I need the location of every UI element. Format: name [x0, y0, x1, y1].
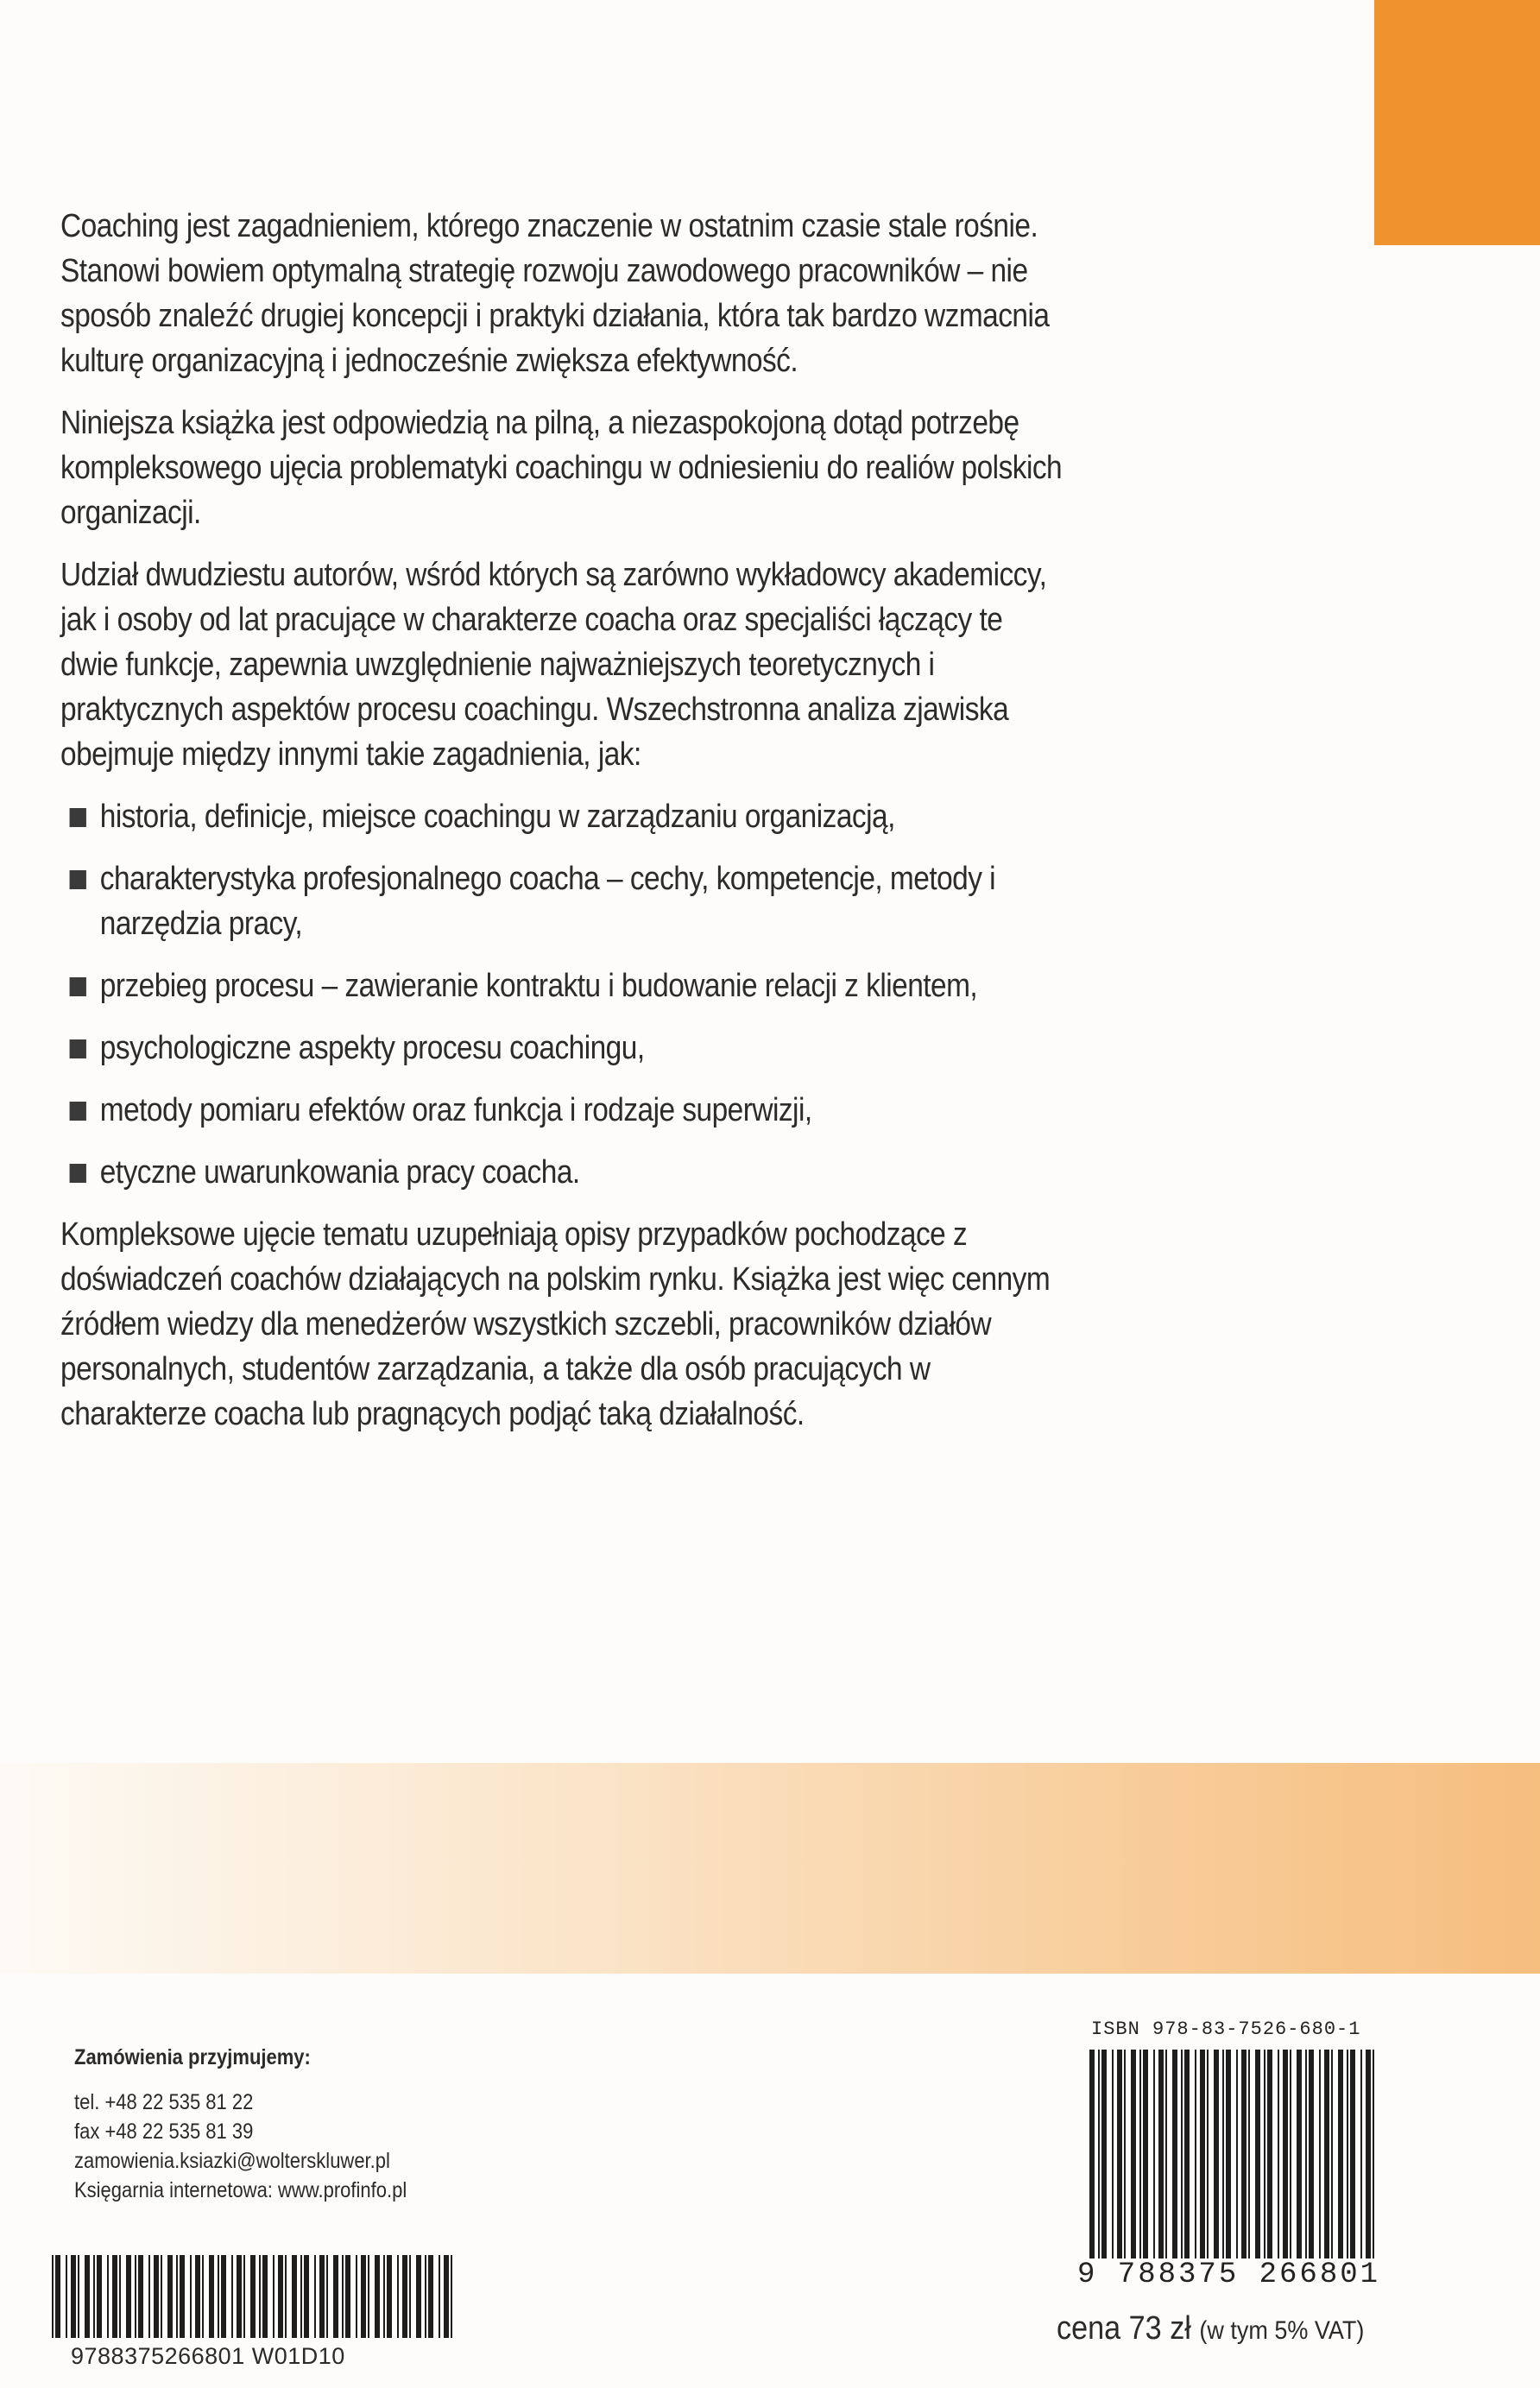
barcode-bar	[368, 2255, 369, 2338]
barcode-bar	[1319, 2050, 1321, 2276]
list-item-text: historia, definicje, miejsce coachingu w zarządzaniu organizacją,	[99, 799, 895, 835]
paragraph-response: Niniejsza książka jest odpowiedzią na pilną, a niezaspokojoną dotąd potrzebę kompleksowego ujęcia problematyki coachingu w odniesieniu do realiów polskich organizacji.	[60, 405, 1063, 531]
barcode-bar	[1283, 2050, 1288, 2276]
barcode-bar	[304, 2255, 309, 2338]
orange-accent-tab	[1374, 0, 1540, 245]
price-vat-note: (w tym 5% VAT)	[1199, 2316, 1365, 2345]
barcode-bar	[148, 2255, 150, 2338]
barcode-bar	[444, 2255, 449, 2338]
barcode-bar	[1366, 2050, 1371, 2276]
barcode-bar	[1207, 2050, 1209, 2276]
barcode-bar	[1338, 2050, 1343, 2276]
barcode-bar	[314, 2255, 316, 2338]
barcode-bar	[221, 2255, 226, 2338]
square-bullet-icon	[70, 1039, 86, 1058]
barcode-bar	[112, 2255, 117, 2338]
barcode-bar	[1101, 2050, 1107, 2276]
barcode-bar	[180, 2255, 185, 2338]
barcode-bar	[259, 2255, 261, 2338]
barcode-bar	[1153, 2050, 1155, 2276]
list-item-text: metody pomiaru efektów oraz funkcja i rodzaje superwizji,	[99, 1092, 812, 1128]
barcode-bar	[1214, 2050, 1219, 2276]
square-bullet-icon	[70, 1164, 86, 1183]
barcode-bar	[1195, 2050, 1196, 2276]
isbn-label: ISBN 978-83-7526-680-1	[1091, 2018, 1361, 2040]
internal-barcode	[52, 2255, 459, 2338]
orders-bookshop: Księgarnia internetowa: www.profinfo.pl	[74, 2178, 407, 2202]
barcode-bar	[1241, 2050, 1247, 2276]
barcode-bar	[119, 2255, 121, 2338]
barcode-bar	[202, 2255, 204, 2338]
barcode-bar	[1324, 2050, 1329, 2276]
barcode-bar	[85, 2255, 90, 2338]
barcode-bar	[319, 2255, 325, 2338]
list-item-text: psychologiczne aspekty procesu coachingu,	[99, 1030, 645, 1066]
list-item	[60, 1150, 1063, 1195]
orders-phone: tel. +48 22 535 81 22	[74, 2090, 254, 2114]
barcode-bar	[416, 2255, 421, 2338]
list-item-text: przebieg procesu – zawieranie kontraktu i budowanie relacji z klientem,	[99, 968, 978, 1004]
barcode-bar	[209, 2255, 214, 2338]
barcode-bar	[78, 2255, 79, 2338]
barcode-bar	[154, 2255, 159, 2338]
isbn-barcode	[1089, 2050, 1383, 2276]
barcode-bar	[1112, 2050, 1114, 2276]
barcode-bar	[231, 2255, 233, 2338]
barcode-bar	[138, 2255, 143, 2338]
list-item	[60, 963, 1063, 1008]
barcode-bar	[1264, 2050, 1265, 2276]
barcode-bar	[1297, 2050, 1302, 2276]
barcode-bar	[409, 2255, 411, 2338]
barcode-bar	[107, 2255, 109, 2338]
barcode-bar	[361, 2255, 366, 2338]
barcode-bar	[1158, 2050, 1164, 2276]
barcode-bar	[262, 2255, 268, 2338]
barcode-bar	[1347, 2050, 1348, 2276]
list-item	[60, 794, 1063, 839]
blurb-text	[60, 204, 1063, 1454]
paragraph-summary: Kompleksowe ujęcie tematu uzupełniają opisy przypadków pochodzące z doświadczeń coachów działających na polskim rynku. Książka jest więc cennym źródłem wiedzy dla menedżerów wszystkich szczebli, pracowników działów personalnych, studentów zarządzania, a także dla osób pracujących w charakterze coacha lub pragnących podjąć taką działalność.	[60, 1216, 1051, 1432]
barcode-bar	[451, 2255, 452, 2338]
barcode-bar	[1181, 2050, 1183, 2276]
barcode-bar	[292, 2255, 297, 2338]
barcode-bar	[1089, 2050, 1095, 2276]
list-item-text: etyczne uwarunkowania pracy coacha.	[99, 1154, 580, 1191]
barcode-bar	[190, 2255, 192, 2338]
barcode-bar	[300, 2255, 302, 2338]
barcode-bar	[237, 2255, 242, 2338]
barcode-bar	[428, 2255, 433, 2338]
barcode-bar	[1255, 2050, 1260, 2276]
paragraph-intro: Coaching jest zagadnieniem, którego znaczenie w ostatnim czasie stale rośnie. Stanowi bowiem optymalną strategię rozwoju zawodowego pracowników – nie sposób znaleźć drugiej koncepcji i praktyki działania, która tak bardzo wzmacnia kulturę organizacyjną i jednocześnie zwiększa efektywność.	[60, 208, 1050, 379]
square-bullet-icon	[70, 870, 86, 889]
barcode-bar	[439, 2255, 440, 2338]
barcode-bar	[1222, 2050, 1224, 2276]
barcode-bar	[402, 2255, 407, 2338]
barcode-bar	[195, 2255, 200, 2338]
internal-code: 9788375266801 W01D10	[71, 2343, 345, 2369]
barcode-bar	[1278, 2050, 1279, 2276]
list-item	[60, 1088, 1063, 1133]
list-item	[60, 856, 1063, 946]
barcode-bar	[345, 2255, 350, 2338]
barcode-bar	[356, 2255, 357, 2338]
barcode-bar	[97, 2255, 102, 2338]
orders-email: zamowienia.ksiazki@wolterskluwer.pl	[74, 2149, 390, 2173]
price-label	[1057, 2310, 1364, 2347]
barcode-bar	[375, 2255, 380, 2338]
barcode-bar	[1309, 2050, 1314, 2276]
barcode-bar	[1172, 2050, 1177, 2276]
square-bullet-icon	[70, 977, 86, 996]
barcode-bar	[176, 2255, 178, 2338]
barcode-bar	[1184, 2050, 1190, 2276]
barcode-bar	[52, 2255, 54, 2338]
barcode-bar	[243, 2255, 245, 2338]
orders-info	[74, 2043, 407, 2205]
barcode-bar	[1165, 2050, 1167, 2276]
square-bullet-icon	[70, 808, 86, 827]
ean-digits: 9 788375 266801	[1077, 2258, 1388, 2291]
barcode-bar	[383, 2255, 385, 2338]
topics-list	[60, 794, 1063, 1195]
barcode-bar	[1139, 2050, 1141, 2276]
barcode-bar	[387, 2255, 392, 2338]
list-item	[60, 1026, 1063, 1071]
barcode-bar	[135, 2255, 136, 2338]
barcode-bar	[1305, 2050, 1307, 2276]
list-item-text: charakterystyka profesjonalnego coacha – cechy, kompetencje, metody i narzędzia pracy,	[99, 861, 996, 942]
barcode-bar	[1143, 2050, 1148, 2276]
barcode-bar	[1350, 2050, 1355, 2276]
barcode-bar	[1290, 2050, 1291, 2276]
orange-gradient-band	[0, 1763, 1540, 1974]
barcode-bar	[1360, 2050, 1362, 2276]
barcode-bar	[1267, 2050, 1272, 2276]
barcode-bar	[326, 2255, 328, 2338]
barcode-bar	[285, 2255, 287, 2338]
barcode-bar	[1236, 2050, 1238, 2276]
barcode-bar	[1200, 2050, 1205, 2276]
barcode-bar	[126, 2255, 131, 2338]
barcode-bar	[1248, 2050, 1250, 2276]
barcode-bar	[342, 2255, 344, 2338]
barcode-bar	[55, 2255, 60, 2338]
orders-fax: fax +48 22 535 81 39	[74, 2120, 254, 2144]
barcode-bar	[425, 2255, 426, 2338]
barcode-bar	[1098, 2050, 1100, 2276]
price-amount: cena 73 zł	[1057, 2310, 1191, 2347]
barcode-bar	[1373, 2050, 1374, 2276]
barcode-bar	[167, 2255, 173, 2338]
barcode-bar	[71, 2255, 76, 2338]
barcode-bar	[1131, 2050, 1136, 2276]
square-bullet-icon	[70, 1102, 86, 1121]
orders-heading: Zamówienia przyjmujemy:	[74, 2045, 311, 2069]
barcode-bar	[278, 2255, 283, 2338]
barcode-bar	[1331, 2050, 1333, 2276]
barcode-bar	[66, 2255, 67, 2338]
barcode-bar	[250, 2255, 256, 2338]
barcode-bar	[333, 2255, 338, 2338]
barcode-bar	[1226, 2050, 1231, 2276]
paragraph-authors: Udział dwudziestu autorów, wśród których są zarówno wykładowcy akademiccy, jak i osoby od lat pracujące w charakterze coacha oraz specjaliści łączący te dwie funkcje, zapewnia uwzględnienie najważniejszych teoretycznych i praktycznych aspektów procesu coachingu. Wszechstronna analiza zjawiska obejmuje między innymi takie zagadnienia, jak:	[60, 557, 1047, 773]
barcode-bar	[1117, 2050, 1122, 2276]
barcode-bar	[1124, 2050, 1126, 2276]
barcode-bar	[93, 2255, 95, 2338]
barcode-bar	[218, 2255, 219, 2338]
barcode-bar	[397, 2255, 399, 2338]
barcode-bar	[273, 2255, 275, 2338]
barcode-bar	[161, 2255, 162, 2338]
